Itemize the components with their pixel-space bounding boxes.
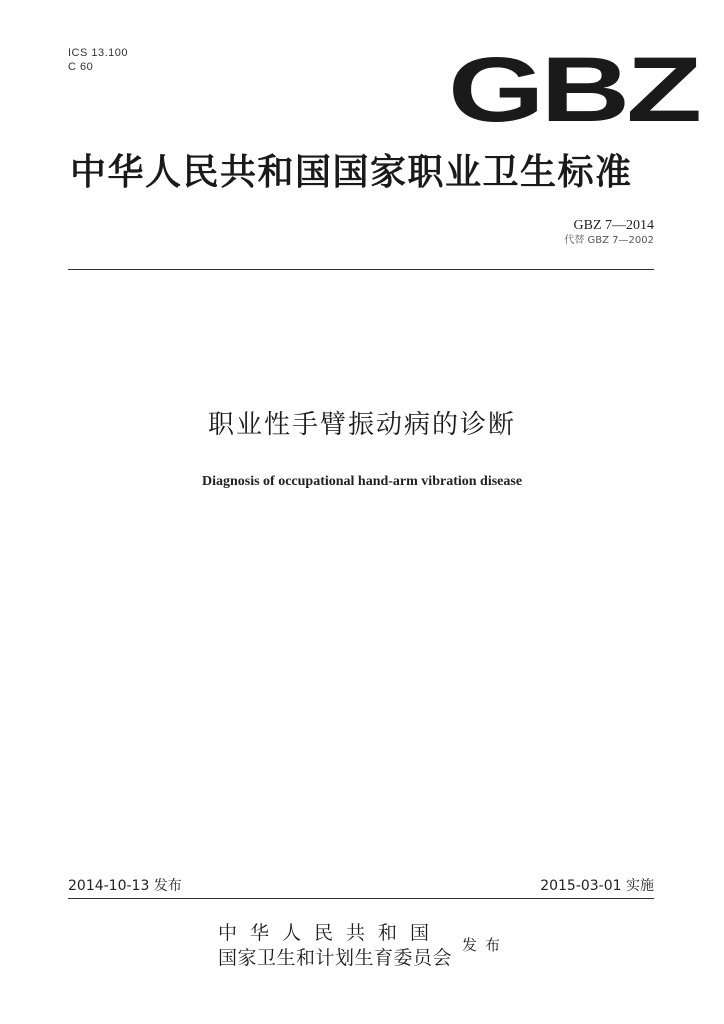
footer-divider [68, 898, 654, 899]
document-title: 职业性手臂振动病的诊断 [207, 410, 516, 440]
standard-category-title: 中华人民共和国国家职业卫生标准 [70, 151, 633, 193]
gbz-logo: GBZ [448, 39, 699, 141]
document-subtitle-english: Diagnosis of occupational hand-arm vibration disease [201, 474, 523, 489]
ics-code: ICS 13.100 [68, 47, 129, 59]
header-divider [68, 269, 654, 270]
issuer-action: 发布 [462, 936, 509, 954]
implementation-date: 2015-03-01 实施 [540, 878, 654, 894]
issuer-country: 中华人民共和国 [218, 922, 443, 944]
replaces-standard: 代替 GBZ 7—2002 [564, 235, 654, 246]
issuer-agency: 国家卫生和计划生育委员会 [218, 947, 453, 969]
standard-number: GBZ 7—2014 [573, 218, 654, 233]
classification-block [68, 46, 128, 74]
issue-date: 2014-10-13 发布 [68, 878, 182, 894]
ccs-code: C 60 [68, 61, 94, 73]
